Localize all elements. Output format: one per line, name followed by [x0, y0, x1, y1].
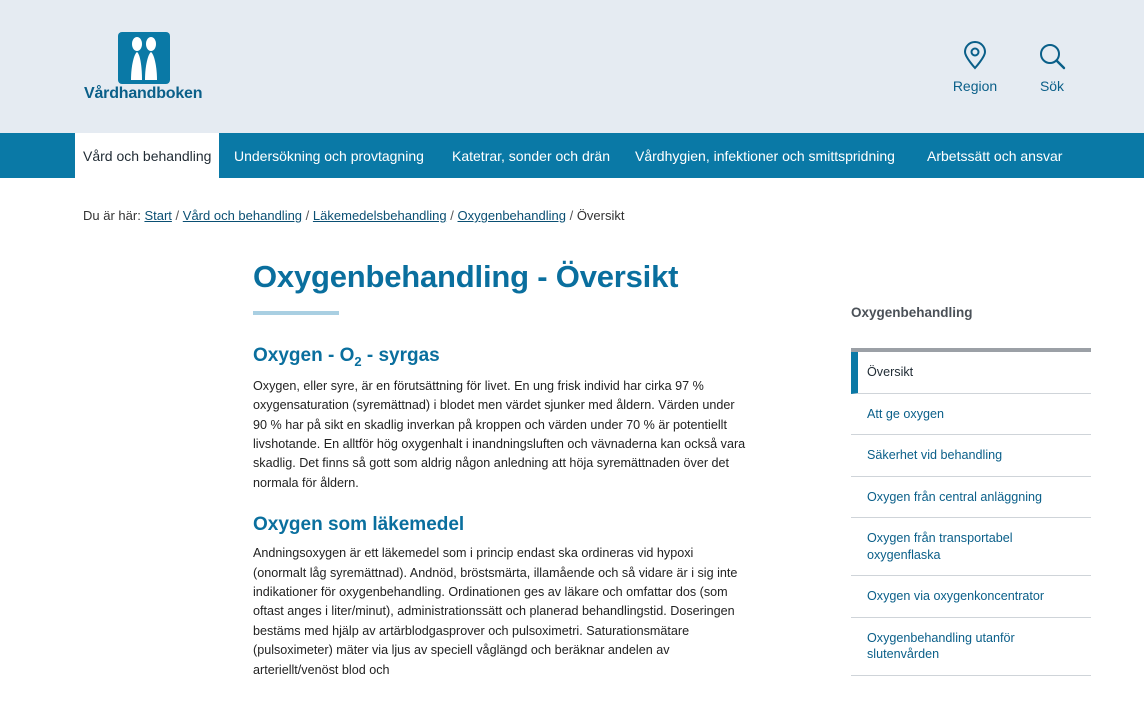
breadcrumb-link-lakemedel[interactable]: Läkemedelsbehandling: [312, 208, 447, 223]
breadcrumb-separator: /: [175, 208, 180, 223]
nav-item-vard-och-behandling[interactable]: Vård och behandling: [75, 133, 219, 182]
logo-figures-icon: [118, 32, 170, 84]
sidebar-item-oxygenkoncentrator[interactable]: Oxygen via oxygenkoncentrator: [851, 576, 1091, 618]
region-label: Region: [952, 78, 998, 94]
search-label: Sök: [1039, 78, 1065, 94]
nav-item-undersokning[interactable]: Undersökning och provtagning: [234, 148, 424, 164]
section-heading-oxygen: [253, 345, 748, 369]
heading-part: Oxygen - O: [253, 345, 355, 366]
sidebar-list: [851, 348, 1091, 676]
search-icon: [1038, 42, 1066, 70]
breadcrumb-link-oxygen[interactable]: Oxygenbehandling: [457, 208, 566, 223]
main-navigation: [0, 133, 1144, 178]
breadcrumb-separator: /: [569, 208, 574, 223]
sidebar-item-central-anlaggning[interactable]: Oxygen från central anläggning: [851, 477, 1091, 519]
logo-text: Vårdhandboken: [84, 85, 203, 102]
heading-subscript: 2: [354, 353, 362, 369]
breadcrumb-separator: /: [305, 208, 310, 223]
sidebar-item-oversikt[interactable]: Översikt: [851, 352, 1091, 394]
breadcrumb-prefix: Du är här:: [83, 208, 141, 223]
section-sidebar: [851, 305, 1091, 676]
sidebar-item-att-ge-oxygen[interactable]: Att ge oxygen: [851, 394, 1091, 436]
section-heading-lakemedel: Oxygen som läkemedel: [253, 514, 465, 536]
breadcrumb-link-vard[interactable]: Vård och behandling: [182, 208, 303, 223]
breadcrumb: [83, 208, 624, 223]
sidebar-item-oxygenflaska[interactable]: Oxygen från transportabel oxygenflaska: [851, 518, 1091, 576]
section-text-oxygen: Oxygen, eller syre, är en förutsättning för livet. En ung frisk individ har cirka 97 % oxygensaturation (syremättnad) i blodet men värdet sjunker med åldern. Värden under 90 % har på sikt en skadlig inverkan på kroppen och värden under 70 % är potentiellt livshotande. En alltför hög oxygenhalt i inandningsluften och vävnaderna kan också vara skadlig. Det finns så gott som aldrig någon anledning att höja syremättnaden över det normala för åldern.: [253, 378, 746, 490]
sidebar-item-sakerhet[interactable]: Säkerhet vid behandling: [851, 435, 1091, 477]
nav-item-katetrar[interactable]: Katetrar, sonder och drän: [452, 148, 610, 164]
section-text-lakemedel: Andningsoxygen är ett läkemedel som i princip endast ska ordineras vid hypoxi (onormalt låg syremättnad). Andnöd, bröstsmärta, illamående och så vidare är i sig inte indikationer för oxygenbehandling. Ordinationen ges av läkare och omfattar dos (som oftast anges i liter/minut), administrationssätt och planerad behandlingstid. Doseringen bestäms med hjälp av artärblodgasprover och pulsoximetri. Saturationsmätare (pulsoximeter) mäter via ljus av speciell våglängd och beräknar andelen av arteriellt/venöst blod och: [253, 546, 738, 677]
breadcrumb-separator: /: [450, 208, 454, 223]
site-header: [0, 0, 1144, 133]
page-title: Oxygenbehandling - Översikt: [253, 259, 679, 294]
sidebar-item-utanfor-slutenvarden[interactable]: Oxygenbehandling utanför slutenvården: [851, 618, 1091, 676]
breadcrumb-link-start[interactable]: Start: [144, 208, 172, 223]
title-underline: [253, 311, 339, 315]
breadcrumb-current: Översikt: [576, 208, 625, 223]
site-logo[interactable]: [84, 32, 204, 104]
nav-item-arbetssatt[interactable]: Arbetssätt och ansvar: [927, 148, 1063, 164]
article-content: [253, 345, 748, 701]
nav-item-vardhygien[interactable]: Vårdhygien, infektioner och smittspridning: [635, 148, 895, 164]
heading-part: - syrgas: [361, 345, 440, 366]
sidebar-title: Oxygenbehandling: [851, 305, 973, 320]
region-button[interactable]: [945, 42, 1005, 94]
search-button[interactable]: [1022, 42, 1082, 94]
location-pin-icon: [962, 42, 988, 70]
